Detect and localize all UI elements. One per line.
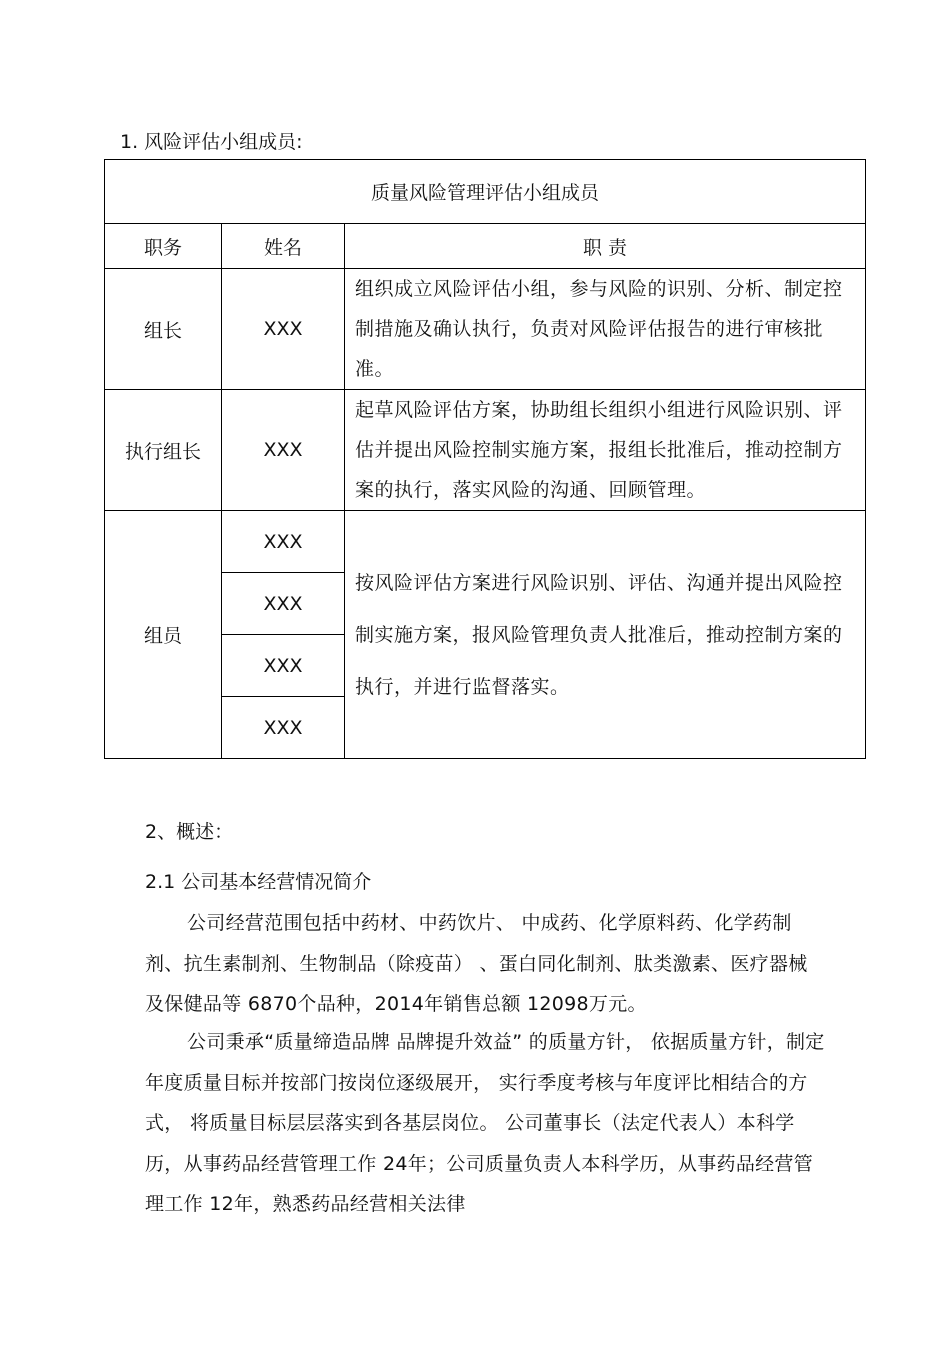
table-header-row [105, 224, 866, 269]
duty-cell: 起草风险评估方案，协助组长组织小组进行风险识别、评估并提出风险控制实施方案，报组长批准后，推动控制方案的执行，落实风险的沟通、回顾管理。 [345, 390, 866, 511]
section1-title: 1. 风险评估小组成员: [120, 131, 303, 153]
table-caption: 质量风险管理评估小组成员 [105, 160, 866, 224]
duty-cell: 组织成立风险评估小组，参与风险的识别、分析、制定控制措施及确认执行，负责对风险评估报告的进行审核批准。 [345, 269, 866, 390]
name-cell: XXX [222, 697, 345, 759]
role-cell: 执行组长 [105, 390, 222, 511]
table-row-member [105, 511, 866, 573]
section2-1-title: 2.1 公司基本经营情况简介 [145, 871, 372, 893]
table-row-exec-leader [105, 390, 866, 511]
section2-title: 2、概述： [145, 821, 234, 843]
role-cell: 组员 [105, 511, 222, 759]
paragraph-business-scope [145, 903, 825, 1025]
name-cell: XXX [222, 635, 345, 697]
team-members-table [104, 159, 866, 759]
name-cell: XXX [222, 511, 345, 573]
paragraph-text: 公司经营范围包括中药材、中药饮片、 中成药、化学原料药、化学药制剂、抗生素制剂、生物制品（除疫苗） 、蛋白同化制剂、肽类激素、医疗器械及保健品等 6870个品种，2014年销售总额 12098万元。 [145, 912, 808, 1015]
header-name: 姓名 [222, 224, 345, 269]
header-role: 职务 [105, 224, 222, 269]
header-duty: 职 责 [345, 224, 866, 269]
name-cell: XXX [222, 269, 345, 390]
name-cell: XXX [222, 573, 345, 635]
paragraph-text: 公司秉承“质量缔造品牌 品牌提升效益” 的质量方针， 依据质量方针，制定年度质量目标并按部门按岗位逐级展开， 实行季度考核与年度评比相结合的方式， 将质量目标层层落实到各基层岗位。 公司董事长（法定代表人）本科学历，从事药品经营管理工作 24年；公司质量负责人本科学历，从事药品经营管理工作 12年，熟悉药品经营相关法律 [145, 1031, 825, 1215]
name-cell: XXX [222, 390, 345, 511]
paragraph-quality-policy [145, 1022, 825, 1225]
table-row-leader [105, 269, 866, 390]
role-cell: 组长 [105, 269, 222, 390]
duty-cell: 按风险评估方案进行风险识别、评估、沟通并提出风险控制实施方案，报风险管理负责人批准后，推动控制方案的执行，并进行监督落实。 [345, 511, 866, 759]
